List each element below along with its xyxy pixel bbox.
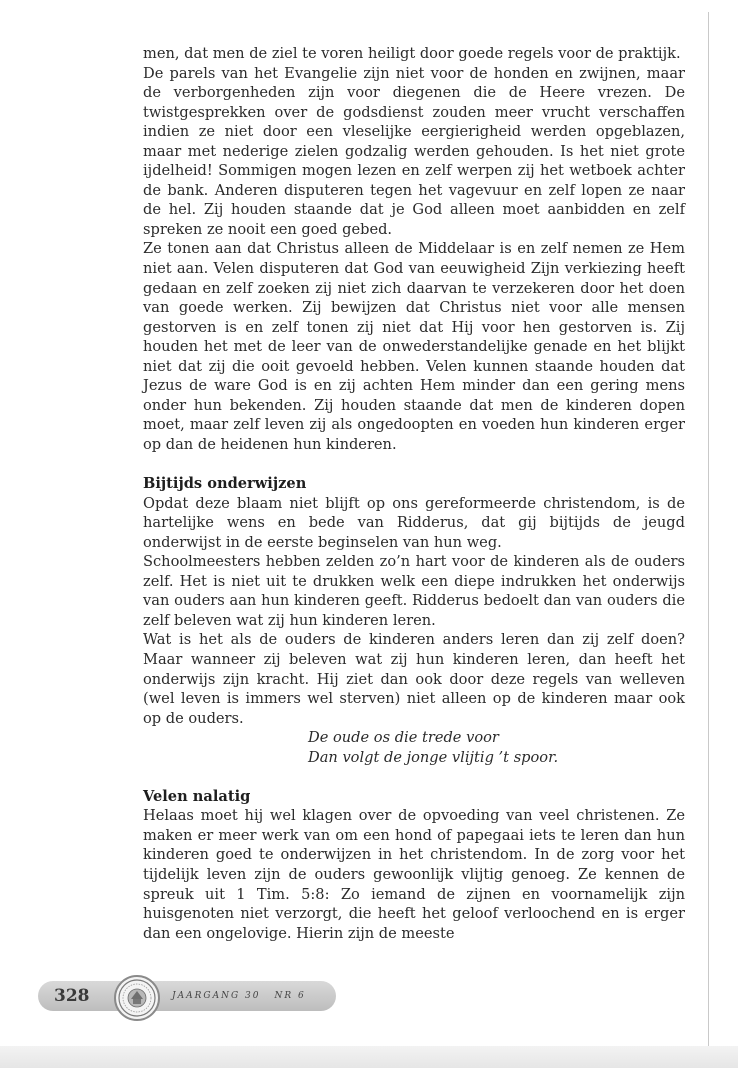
spacer (143, 454, 685, 474)
journal-info (172, 990, 320, 1002)
page-bottom-edge (0, 1046, 738, 1068)
article-body (143, 44, 685, 943)
page-edge (708, 12, 709, 1048)
journal-issue: NR 6 (274, 991, 306, 1001)
paragraph: Ze tonen aan dat Christus alleen de Middelaar is en zelf nemen ze Hem niet aan. Velen disputeren dat God van eeuwigheid Zijn verkiezing heeft gedaan en zelf zoeken zij niet zich daarvan te verzekeren door het doen van goede werken. Zij bewijzen dat Christus niet voor alle mensen gestorven is en zelf tonen zij niet dat Hij voor hen gestorven is. Zij houden het met de leer van de onwederstandelijke genade en het blijkt niet dat zij die ooit gevoeld hebben. Velen kunnen staande houden dat Jezus de ware God is en zij achten Hem minder dan een gering mens onder hun bekenden. Zij houden staande dat men de kinderen dopen moet, maar zelf leven zij als ongedoopten en voeden hun kinderen erger op dan de heidenen hun kinderen. (143, 240, 685, 453)
paragraph: Wat is het als de ouders de kinderen anders leren dan zij zelf doen? Maar wanneer zij beleven wat zij hun kinderen leren, dan heeft het onderwijs zijn kracht. Hij ziet dan ook door deze regels van welleven (wel leven is immers wel sterven) niet alleen op de kinderen maar ook op de ouders. (143, 631, 685, 727)
journal-volume: JAARGANG 30 (172, 991, 261, 1001)
paragraph: Schoolmeesters hebben zelden zo’n hart voor de kinderen als de ouders zelf. Het is niet uit te drukken welk een diepe indrukken het onderwijs van ouders aan hun kinderen geeft. Ridderus bedoelt dan van ouders die zelf beleven wat zij hun kinderen leren. (143, 553, 685, 629)
section-heading: Bijtijds onderwijzen (143, 475, 307, 493)
circular-seal-icon (114, 975, 160, 1021)
section-heading: Velen nalatig (143, 787, 251, 805)
paragraph: Helaas moet hij wel klagen over de opvoeding van veel christenen. Ze maken er meer werk van om een hond of papegaai iets te leren dan hun kinderen goed te onderwijzen in het christendom. In de zorg voor het tijdelijk leven zijn de ouders gewoonlijk vlijtig genoeg. Ze kennen de spreuk uit 1 Tim. 5:8: Zo iemand de zijnen en voornamelijk zijn huisgenoten niet verzorgt, die heeft het geloof verloochend en is erger dan een ongelovige. Hierin zijn de meeste (143, 807, 685, 942)
spacer (143, 767, 685, 787)
paragraph: Opdat deze blaam niet blijft op ons gereformeerde christendom, is de hartelijke wens en bede van Ridderus, dat gij bijtijds de jeugd onderwijst in de eerste beginselen van hun weg. (143, 494, 685, 551)
quote-line: Dan volgt de jonge vlijtig ’t spoor. (308, 748, 559, 766)
page-number: 328 (54, 986, 90, 1006)
paragraph: De parels van het Evangelie zijn niet voor de honden en zwijnen, maar de verborgenheden zijn voor diegenen die de Heere vrezen. De twistgesprekken over de godsdienst zouden meer vrucht verschaffen indien ze niet door een vleselijke eergierigheid werden opgeblazen, maar met nederige zielen godzalig werden gehouden. Is het niet grote ijdelheid! Sommigen mogen lezen en zelf werpen zij het wetboek achter de bank. Anderen disputeren tegen het vagevuur en zelf lopen ze naar de hel. Zij houden staande dat je God alleen moet aanbidden en zelf spreken ze nooit een goed gebed. (143, 64, 685, 238)
paragraph: men, dat men de ziel te voren heiligt door goede regels voor de praktijk. (143, 45, 681, 62)
quote-line: De oude os die trede voor (308, 729, 499, 747)
page-footer (38, 975, 338, 1019)
